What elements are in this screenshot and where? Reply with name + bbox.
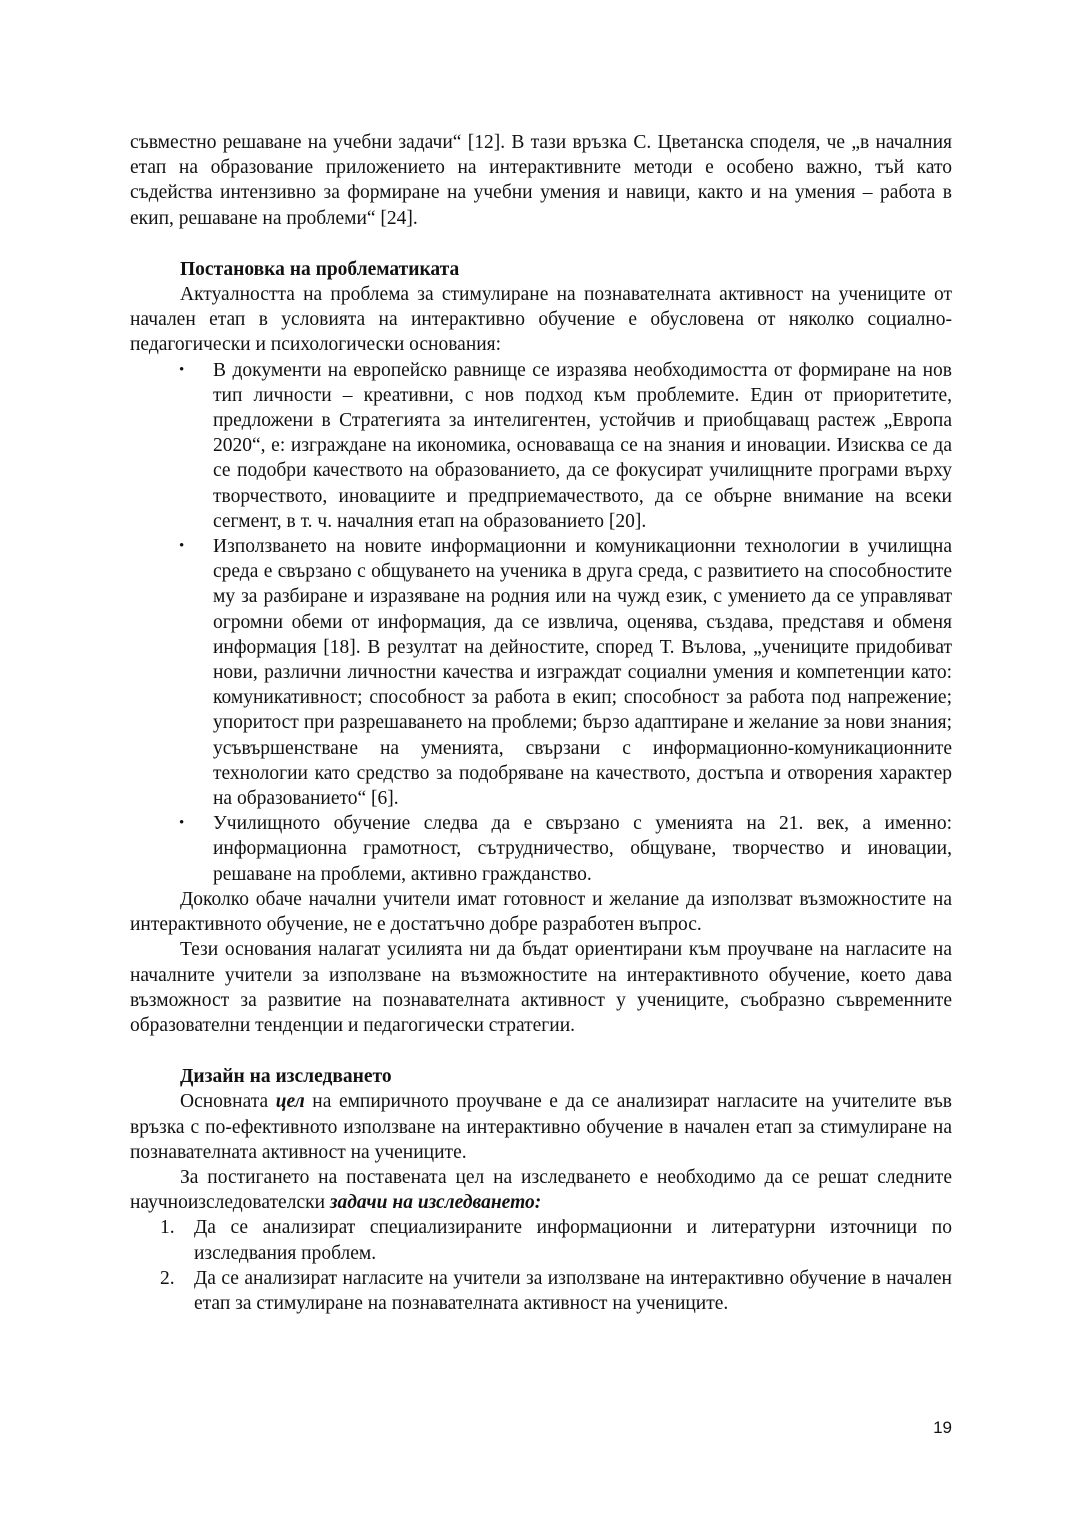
goal-text-end: на емпиричното проучване е да се анализират нагласите на учителите във връзка с по-ефективното използване на интерактивно обучение в начален етап за стимулиране на познавателната активност на учениците. — [130, 1091, 952, 1163]
tasks-intro-paragraph — [130, 1165, 952, 1215]
list-item-text: Използването на новите информационни и комуникационни технологии в училищна среда е свързано с общуването на ученика в друга среда, с развитието на способностите му за разбиране и изразяване на родния или на чужд език, с умението да се управляват огромни обеми от информация, да се извлича, оценява, създава, представя и обменя информация [18]. В резултат на дейностите, според Т. Вълова, „учениците придобиват нови, различни личностни качества и изграждат социални умения и компетенции като: комуникативност; способност за работа в екип; способност за работа под напрежение; упоритост при разрешаването на проблеми; бързо адаптиране и желание за нови знания; усъвършенстване на уменията, свързани с информационно-комуникационните технологии като средство за подобряване на качеството, достъпа и отворения характер на образованието“ [6]. — [213, 536, 952, 810]
tasks-list — [130, 1215, 952, 1316]
grounds-paragraph: Тези основания налагат усилията ни да бъдат ориентирани към проучване на нагласите на началните учители за използване на възможностите на интерактивното обучение, което дава възможност за развитие на познавателната активност у учениците, съобразно съвременните образователни тенденции и педагогически стратегии. — [130, 939, 952, 1036]
list-number: 2. — [160, 1267, 175, 1289]
bullet-icon: • — [179, 538, 185, 555]
tasks-keyword: задачи на изследването: — [329, 1192, 542, 1214]
list-item — [160, 1266, 952, 1316]
list-number: 1. — [160, 1217, 175, 1239]
problem-lead-paragraph: Актуалността на проблема за стимулиране на познавателната активност на учениците от начален етап в условията на интерактивно обучение е обусловена от няколко социално-педагогически и психологически основания: — [130, 284, 952, 356]
list-item-text: Да се анализират специализираните информационни и литературни източници по изследвания проблем. — [194, 1217, 952, 1264]
list-item — [160, 1215, 952, 1265]
bullet-icon: • — [179, 815, 185, 832]
list-item-text: Да се анализират нагласите на учители за използване на интерактивно обучение в начален етап за стимулиране на познавателната активност на учениците. — [194, 1267, 952, 1314]
section-heading-design: Дизайн на изследването — [180, 1066, 392, 1088]
goal-paragraph — [130, 1089, 952, 1165]
readiness-paragraph: Доколко обаче начални учители имат готовност и желание да използват възможностите на интерактивното обучение, не е достатъчно добре разработен въпрос. — [130, 888, 952, 936]
list-item — [179, 534, 952, 811]
goal-text-start: Основната — [180, 1091, 276, 1113]
list-item-text: Училищното обучение следва да е свързано с уменията на 21. век, а именно: информационна грамотност, сътрудничество, общуване, творчество и иновации, решаване на проблеми, активно гражданство. — [213, 813, 952, 885]
reasons-list — [130, 358, 952, 887]
page-number: 19 — [933, 1418, 952, 1437]
list-item — [179, 811, 952, 887]
intro-paragraph: съвместно решаване на учебни задачи“ [12]. В тази връзка С. Цветанска споделя, че „в началния етап на образование приложението на интерактивните методи е особено важно, тъй като съдейства интензивно за формиране на учебни умения и навици, както и на умения – работа в екип, решаване на проблеми“ [24]. — [130, 132, 952, 229]
section-heading-problem: Постановка на проблематиката — [180, 258, 460, 280]
goal-keyword: цел — [275, 1091, 305, 1113]
tasks-intro-text: За постигането на поставената цел на изследването е необходимо да се решат следните научноизследователски — [130, 1166, 952, 1214]
list-item — [179, 358, 952, 534]
document-page — [130, 130, 952, 1316]
bullet-icon: • — [179, 361, 185, 378]
list-item-text: В документи на европейско равнище се изразява необходимостта от формиране на нов тип личности – креативни, с нов подход към проблемите. Един от приоритетите, предложени в Стратегията за интелигентен, устойчив и приобщаващ растеж „Европа 2020“, е: изграждане на икономика, основаваща се на знания и иновации. Изисква се да се подобри качеството на образованието, да се фокусират училищните програми върху творчеството, иновациите и предприемачеството, да се обърне внимание на всеки сегмент, в т. ч. началния етап на образованието [20]. — [213, 359, 952, 532]
